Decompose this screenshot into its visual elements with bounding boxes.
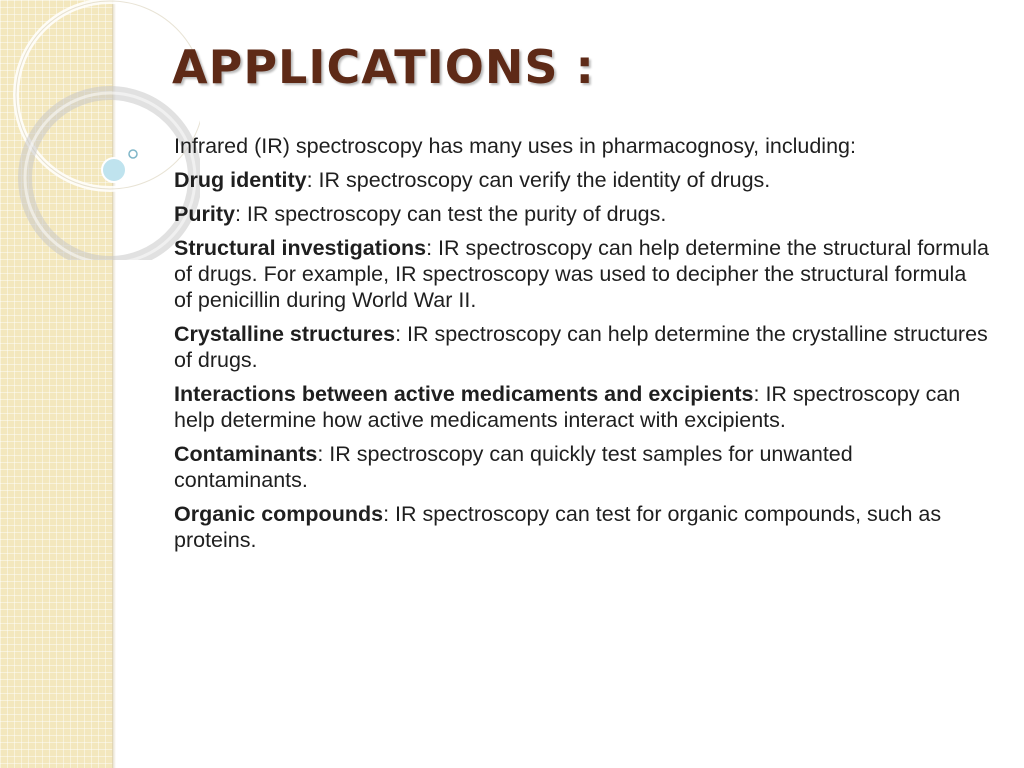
item-term: Organic compounds (174, 502, 384, 526)
item-text: : IR spectroscopy can quickly test samples for unwanted contaminants. (174, 442, 853, 492)
item-term: Crystalline structures (174, 322, 396, 346)
list-item (174, 501, 989, 553)
item-term: Purity (174, 202, 235, 226)
item-term: Drug identity (174, 168, 307, 192)
item-text: : IR spectroscopy can test for organic compounds, such as proteins. (174, 502, 942, 552)
item-text: : IR spectroscopy can help determine the crystalline structures of drugs. (174, 322, 988, 372)
small-ring-icon (129, 150, 137, 158)
list-item (174, 441, 989, 493)
slide-title: APPLICATIONS : (172, 40, 595, 94)
blue-dot-icon (102, 158, 126, 182)
list-item (174, 167, 989, 193)
list-item (174, 381, 989, 433)
item-term: Contaminants (174, 442, 318, 466)
item-text: : IR spectroscopy can help determine how active medicaments interact with excipients. (174, 382, 961, 432)
list-item (174, 201, 989, 227)
item-term: Structural investigations (174, 236, 427, 260)
list-item (174, 235, 989, 313)
list-item (174, 321, 989, 373)
item-text: : IR spectroscopy can test the purity of drugs. (234, 202, 667, 226)
slide-body (174, 133, 989, 561)
intro-text: Infrared (IR) spectroscopy has many uses in pharmacognosy, including: (174, 134, 856, 158)
decorative-circles (0, 0, 200, 260)
item-term: Interactions between active medicaments and excipients (174, 382, 754, 406)
item-text: : IR spectroscopy can verify the identity of drugs. (306, 168, 771, 192)
item-text: : IR spectroscopy can help determine the structural formula of drugs. For example, IR spectroscopy was used to decipher the structural formula of penicillin during World War II. (174, 236, 989, 312)
